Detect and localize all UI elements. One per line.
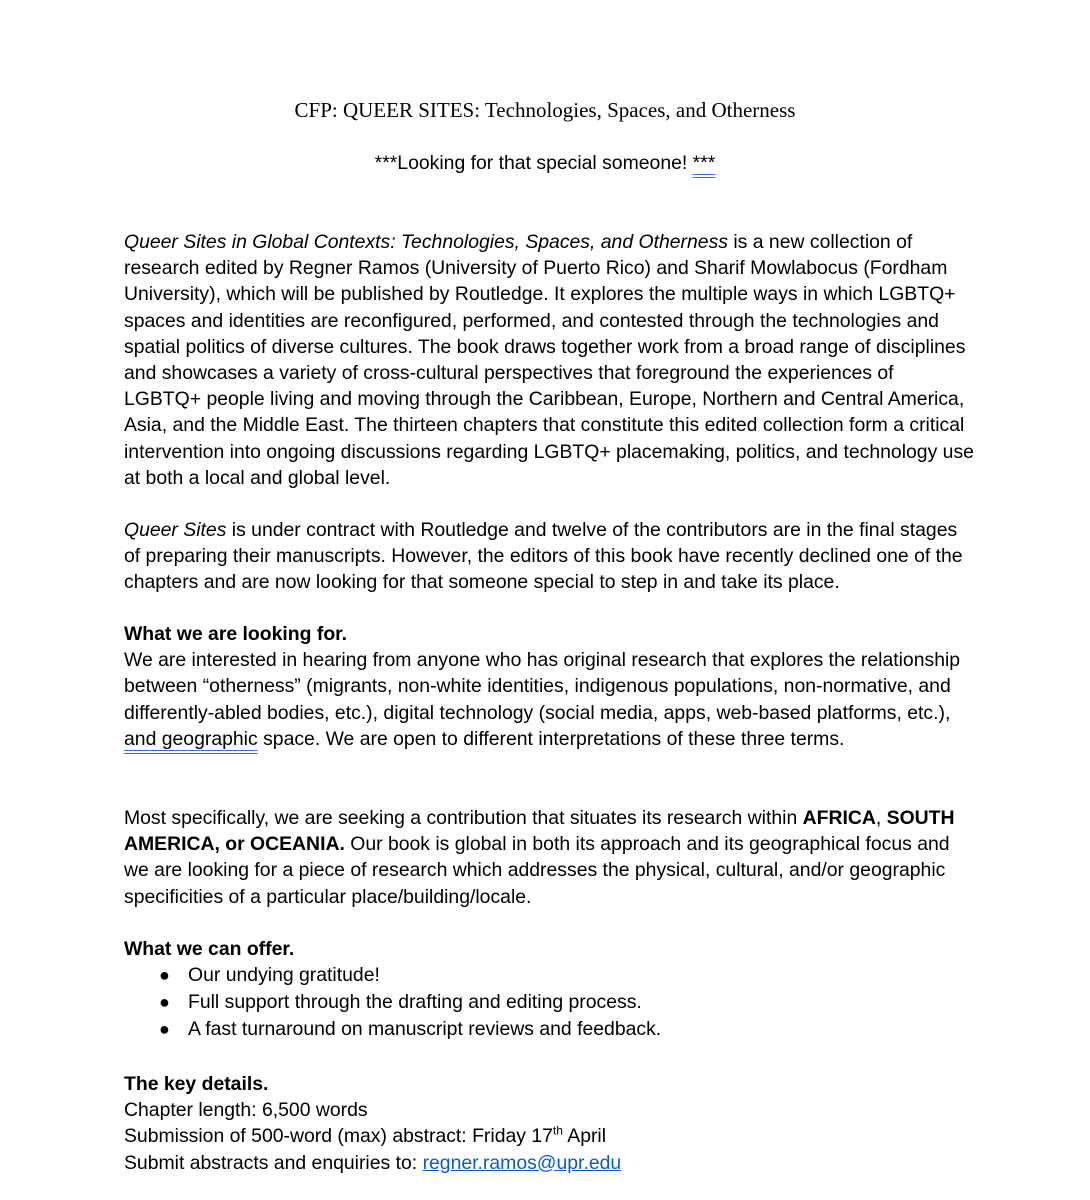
submit-line: Submit abstracts and enquiries to: regner.ramos@upr.edu [124, 1151, 622, 1174]
grammar-flagged-text: and geographic [124, 727, 258, 750]
details-section [124, 1071, 974, 1176]
bullet-icon: ● [159, 1019, 170, 1040]
offer-list [124, 962, 974, 1043]
book-short-title: Queer Sites [124, 519, 227, 541]
subtitle [0, 149, 1090, 177]
specifically-body: Our book is global in both its approach and its geographical focus and we are looking for a piece of research which addresses the physical, cultural, and/or geographic specificities of a particular place/building/locale. [124, 833, 950, 908]
region-africa: AFRICA [802, 807, 876, 829]
region-comma: , [875, 807, 887, 829]
email-link[interactable]: regner.ramos@upr.edu [422, 1151, 622, 1174]
chapter-length: Chapter length: 6,500 words [124, 1099, 368, 1122]
abstract-deadline: Submission of 500-word (max) abstract: Friday 17th April [124, 1123, 607, 1148]
intro-body: is a new collection of research edited by Regner Ramos (University of Puerto Rico) and Sharif Mowlabocus (Fordham University), which will be published by Routledge. It explores the multiple ways in which LGBTQ+ spaces and identities are reconfigured, performed, and contested through the technologies and spatial politics of diverse cultures. The book draws together work from a broad range of disciplines and showcases a variety of cross-cultural perspectives that foreground the experiences of LGBTQ+ people living and moving through the Caribbean, Europe, Northern and Central America, Asia, and the Middle East. The thirteen chapters that constitute this edited collection form a critical intervention into ongoing discussions regarding LGBTQ+ placemaking, politics, and technology use at both a local and global level. [124, 231, 974, 489]
book-title: Queer Sites in Global Contexts: Technologies, Spaces, and Otherness [124, 231, 728, 253]
looking-for-body: We are interested in hearing from anyone who has original research that explores the relationship between “otherness” (migrants, non-white identities, indigenous populations, non-normative, and differently-abled bodies, etc.), digital technology (social media, apps, web-based platforms, etc.), [124, 649, 961, 724]
region-others: SOUTH AMERICA, or OCEANIA. [124, 807, 955, 856]
status-paragraph [124, 517, 974, 596]
subtitle-text: ***Looking for that special someone! [374, 152, 693, 174]
subtitle-flagged-asterisks: *** [692, 152, 716, 174]
bullet-icon: ● [159, 992, 170, 1013]
bullet-icon: ● [159, 965, 170, 986]
offer-heading: What we can offer. [124, 938, 295, 960]
list-item: ● A fast turnaround on manuscript reviews and feedback. [124, 1016, 974, 1043]
list-item: ● Our undying gratitude! [124, 962, 974, 989]
intro-paragraph [124, 229, 974, 491]
details-heading: The key details. [124, 1073, 269, 1095]
status-body: is under contract with Routledge and twelve of the contributors are in the final stages of preparing their manuscripts. However, the editors of this book have recently declined one of the chapters and are now looking for that someone special to step in and take its place. [124, 519, 963, 594]
looking-for-heading: What we are looking for. [124, 623, 348, 645]
page-title: CFP: QUEER SITES: Technologies, Spaces, and Otherness [294, 98, 796, 122]
looking-for-body-end: space. We are open to different interpretations of these three terms. [257, 727, 845, 750]
specifically-intro: Most specifically, we are seeking a contribution that situates its research within [124, 807, 803, 829]
specifically-paragraph [124, 805, 974, 910]
looking-for-section [124, 621, 974, 752]
list-item: ● Full support through the drafting and editing process. [124, 989, 974, 1016]
offer-section [124, 936, 974, 1043]
